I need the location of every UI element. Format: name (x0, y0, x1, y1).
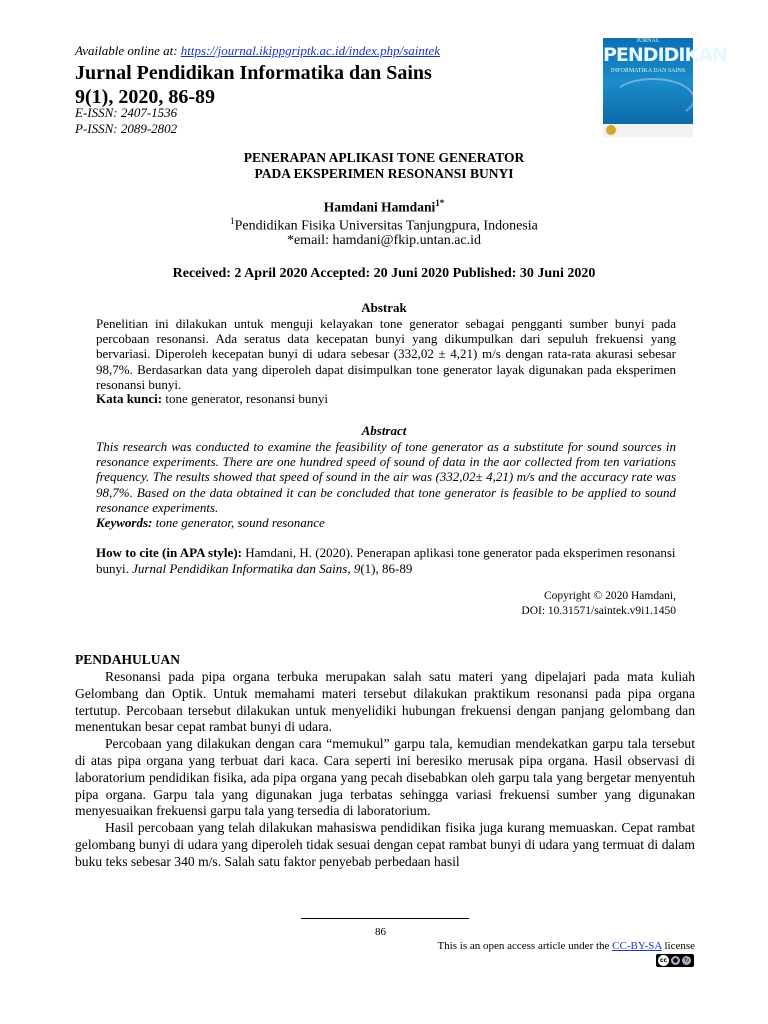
license-prefix: This is an open access article under the (437, 940, 613, 952)
author-text: Hamdani Hamdani (323, 199, 436, 215)
keywords (96, 515, 325, 531)
kata-kunci-label: Kata kunci: (96, 391, 163, 406)
page-number: 86 (375, 926, 386, 938)
affiliation (0, 216, 768, 235)
author-email: *email: hamdani@fkip.untan.ac.id (286, 233, 482, 248)
body-paragraph: Percobaan yang dilakukan dengan cara “memukul” garpu tala, kemudian mendekatkan garpu tala tersebut di atas pipa organa yang terbuat dari kaca. Cara seperti ini beresiko merusak pipa organa. Hasil observasi di laboratorium pendidikan fisika, ada pipa organa yang pecah disebabkan oleh garpu tala yang bergetar menyentuh pipa organa. Garpu tala yang digunakan juga terbatas sehingga variasi frekuensi sumber yang digunakan menyesuaikan frekuensi garpu tala yang tersedia di laboratorium. (75, 736, 695, 819)
available-label: Available online at: (75, 43, 178, 58)
footer-divider (301, 918, 469, 919)
body-paragraph: Resonansi pada pipa organa terbuka merupakan salah satu materi yang dipelajari pada mata kuliah Gelombang dan Optik. Untuk memahami materi tersebut dilakukan praktikum resonansi pada pipa organa tertutup. Percobaan tersebut dilakukan untuk menyelidiki hubungan frekuensi dengan panjang gelombang dan menentukan besar cepat rambat bunyi di udara. (75, 669, 695, 735)
citation (96, 545, 676, 577)
cover-subtitle: INFORMATIKA DAN SAINS (610, 68, 686, 74)
section-heading: PENDAHULUAN (75, 652, 181, 667)
article-title-line2: PADA EKSPERIMEN RESONANSI BUNYI (254, 166, 514, 181)
journal-cover-image (603, 38, 727, 137)
cover-title: PENDIDIKAN (603, 44, 727, 66)
keywords-value: tone generator, sound resonance (152, 515, 325, 530)
kata-kunci-value: tone generator, resonansi bunyi (162, 391, 328, 406)
cover-logo-icon (606, 125, 616, 135)
citation-text: Hamdani, H. (2020). Penerapan aplikasi tone generator pada eksperimen resonansi bunyi. (96, 545, 676, 576)
affiliation-superscript: 1 (230, 216, 235, 226)
section-body (75, 669, 695, 871)
author-superscript: 1* (435, 198, 445, 208)
cc-by-sa-badge-icon[interactable] (656, 954, 694, 967)
license-note (437, 940, 695, 952)
citation-tail: (1), 86-89 (360, 561, 413, 576)
cover-footer-bar (603, 124, 693, 137)
abstract-body: This research was conducted to examine the feasibility of tone generator as a substitute for sound sources in resonance experiments. There are one hundred speed of sound of data in the aor collected from ten variations frequency. The results showed that speed of sound in the air was (332,02± 4,21) m/s and the accuracy rate was 98,7%. Based on the data obtained it can be concluded that tone generator is feasible to be applied to sound resonance experiments. (96, 439, 676, 515)
keywords-label: Keywords: (96, 515, 153, 530)
by-icon: ● (672, 957, 679, 964)
journal-availability (75, 43, 440, 59)
cover-top-text: JURNAL (636, 38, 660, 44)
license-link[interactable]: CC-BY-SA (612, 940, 662, 952)
license-suffix: license (661, 940, 695, 952)
kata-kunci (96, 391, 328, 407)
affiliation-text: Pendidikan Fisika Universitas Tanjungpura, Indonesia (234, 218, 538, 234)
abstract-heading: Abstract (361, 423, 407, 438)
author-name (0, 198, 768, 216)
abstrak-body: Penelitian ini dilakukan untuk menguji kelayakan tone generator sebagai pengganti sumber bunyi pada percobaan resonansi. Ada seratus data kecepatan bunyi yang dikumpulkan dari sepuluh frekuensi yang bervariasi. Diperoleh kecepatan bunyi di udara sebesar (332,02 ± 4,21) m/s dengan rata-rata akurasi sebesar 98,7%. Berdasarkan data yang diperoleh dapat disimpulkan tone generator layak digunakan pada eksperimen resonansi bunyi. (96, 316, 676, 392)
journal-name: Jurnal Pendidikan Informatika dan Sains (75, 62, 432, 84)
pissn: P-ISSN: 2089-2802 (75, 121, 178, 136)
sa-icon: ↻ (683, 957, 690, 964)
body-paragraph: Hasil percobaan yang telah dilakukan mahasiswa pendidikan fisika juga kurang memuaskan. Cepat rambat gelombang bunyi di udara yang diperoleh tidak sesuai dengan cepat rambat bunyi di udara yang termuat di dalam buku teks sebesar 340 m/s. Salah satu faktor penyebab perbedaan hasil (75, 820, 695, 869)
journal-volume: 9(1), 2020, 86-89 (75, 86, 215, 108)
eissn: E-ISSN: 2407-1536 (75, 105, 178, 120)
cover-swirl-graphic (611, 78, 695, 120)
doi-line: DOI: 10.31571/saintek.v9i1.1450 (521, 605, 676, 617)
copyright-block (521, 589, 676, 619)
copyright-line: Copyright © 2020 Hamdani, (543, 590, 676, 602)
article-title-line1: PENERAPAN APLIKASI TONE GENERATOR (243, 150, 525, 165)
citation-label: How to cite (in APA style): (96, 545, 242, 560)
citation-journal: Jurnal Pendidikan Informatika dan Sains, 9 (132, 561, 361, 576)
article-dates: Received: 2 April 2020 Accepted: 20 Juni 2020 Published: 30 Juni 2020 (172, 266, 596, 281)
journal-url-link[interactable]: https://journal.ikippgriptk.ac.id/index.php/saintek (180, 43, 441, 58)
abstrak-heading: Abstrak (361, 300, 407, 315)
journal-title-block (75, 61, 432, 109)
cc-icon: cc (659, 957, 668, 964)
